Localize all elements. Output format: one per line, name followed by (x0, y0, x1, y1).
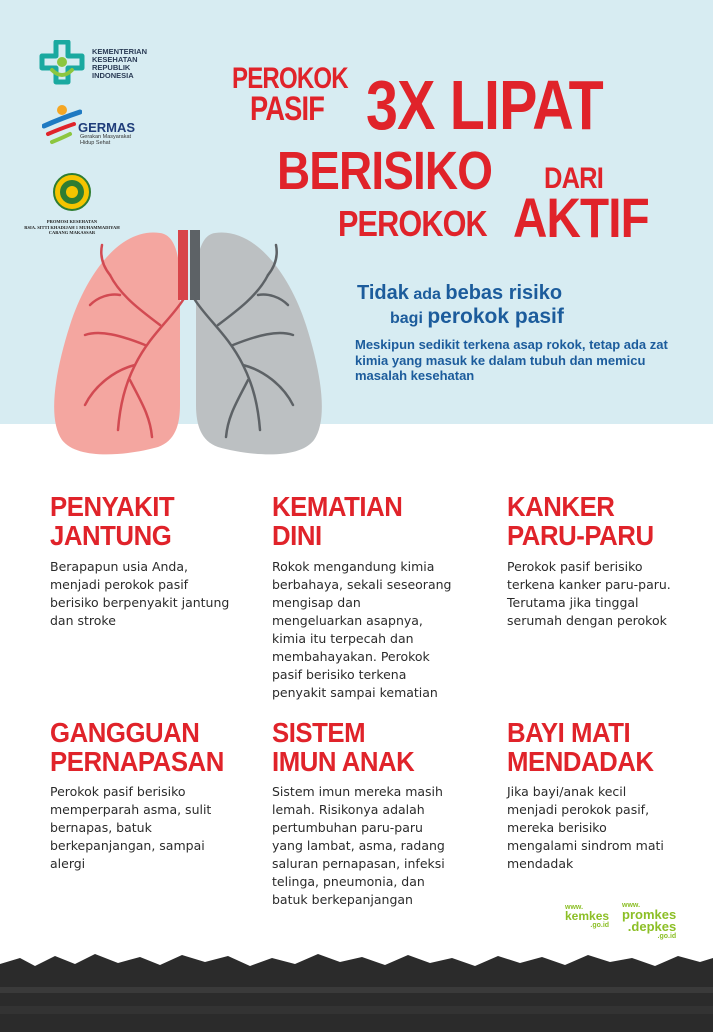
trachea-left (178, 230, 188, 300)
card-body-sistem-imun: Sistem imun mereka masih lemah. Risikonya adalah pertumbuhan paru-paru yang lambat, asma, radang saluran pernapasan, infeksi telinga, pneumonia, dan batuk berkepanjangan (272, 784, 445, 907)
kemenkes-logo (38, 40, 147, 88)
chalkboard-footer (0, 950, 713, 1032)
card-title-penyakit-jantung: PENYAKIT JANTUNG (50, 491, 175, 551)
intro-text: Meskipun sedikit terkena asap rokok, tetap ada zat kimia yang masuk ke dalam tubuh dan memicu masalah kesehatan (355, 337, 668, 383)
headline-pasif: PASIF (250, 90, 325, 128)
card-title-kanker-paru: KANKER PARU-PARU (507, 491, 654, 551)
card-body-kanker-paru: Perokok pasif berisiko terkena kanker paru-paru. Terutama jika tinggal serumah dengan perokok (507, 559, 671, 628)
card-title-kematian-dini: KEMATIAN DINI (272, 491, 403, 551)
promkes-website: www. promkes .depkes .go.id (622, 902, 677, 940)
card-body-penyakit-jantung: Berapapun usia Anda, menjadi perokok pasif berisiko berpenyakit jantung dan stroke (50, 559, 230, 628)
muhammadiyah-emblem-icon (52, 172, 92, 212)
subheadline-line2 (390, 305, 564, 329)
germas-subtitle: Gerakan Masyarakat Hidup Sehat (80, 134, 132, 146)
card-body-gangguan-pernapasan: Perokok pasif berisiko memperparah asma, sulit bernapas, batuk berkepanjangan, sampai alergi (50, 784, 212, 871)
germas-figure-icon (42, 104, 82, 148)
kemenkes-emblem-icon (38, 40, 86, 88)
card-title-bayi-mati: BAYI MATI MENDADAK (507, 717, 654, 777)
headline-berisiko: BERISIKO (277, 141, 493, 201)
headline-aktif: AKTIF (513, 186, 649, 249)
headline-perokok-small: PEROKOK (232, 62, 348, 95)
subheadline-tidak: Tidak (357, 282, 409, 304)
lungs-illustration (40, 215, 340, 465)
subheadline-perokok-pasif: perokok pasif (427, 305, 564, 328)
subheadline-ada: ada (413, 286, 441, 303)
germas-title: GERMAS (78, 120, 136, 135)
left-lung (54, 232, 180, 454)
subheadline-line1 (357, 282, 562, 305)
card-title-gangguan-pernapasan: GANGGUAN PERNAPASAN (50, 717, 224, 777)
trachea-right (190, 230, 200, 300)
headline-3x-lipat: 3X LIPAT (366, 66, 603, 144)
card-body-kematian-dini: Rokok mengandung kimia berbahaya, sekali seseorang mengisap dan mengeluarkan asapnya, kimia itu terpecah dan membahayakan. Perokok pasif berisiko terkena penyakit sampai kematian (272, 559, 452, 700)
subheadline-bebas-risiko: bebas risiko (445, 282, 563, 304)
headline-perokok: PEROKOK (338, 203, 487, 244)
rsia-text: PROMOSI KESEHATAN RSIA. SITTI KHADIJAH 1 MUHAMMADIYAH CABANG MAKASSAR (24, 219, 120, 235)
card-body-bayi-mati: Jika bayi/anak kecil menjadi perokok pasif, mereka berisiko mengalami sindrom mati mendadak (507, 784, 664, 871)
kemenkes-text: KEMENTERIAN KESEHATAN REPUBLIK INDONESIA (92, 47, 148, 80)
kemkes-website: www. kemkes .go.id (565, 904, 610, 929)
headline-dari: DARI (544, 162, 603, 195)
subheadline-bagi: bagi (390, 310, 423, 327)
card-title-sistem-imun: SISTEM IMUN ANAK (272, 717, 415, 777)
